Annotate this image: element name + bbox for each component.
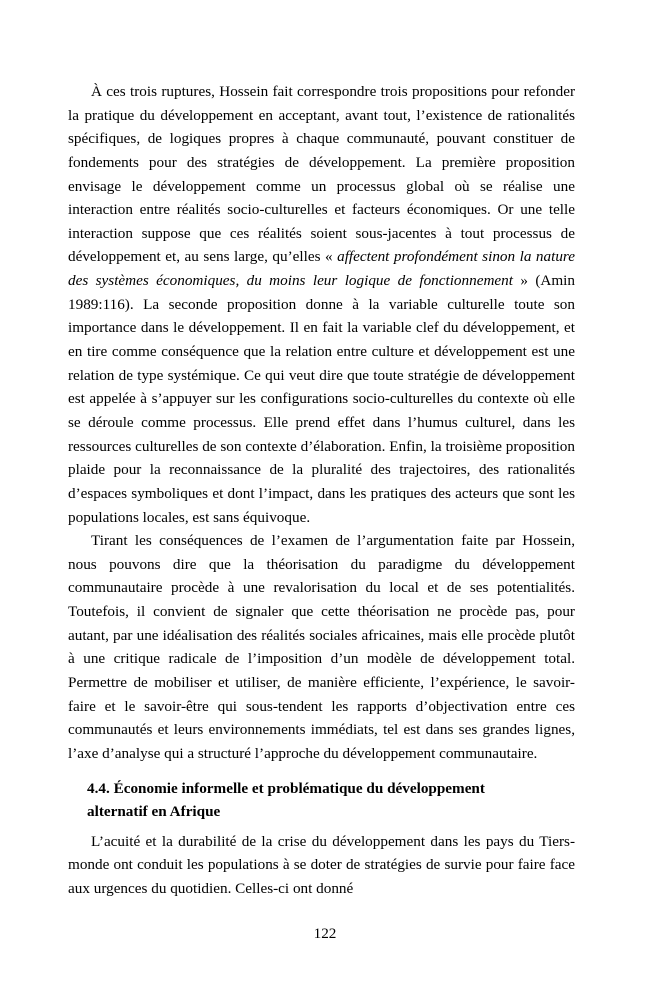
paragraph-1-run-2-italic-quote: affectent profondément sinon la nature des systèmes économiques, du moins leur logique de fonctionnement (68, 248, 575, 290)
paragraph-1-run-1: À ces trois ruptures, Hossein fait correspondre trois propositions pour refonder la pratique du développement en acceptant, avant tout, l’existence de rationalités spécifiques, de logiques propres à chaque communauté, pouvant constituer de fondements pour des stratégies de développement. La première proposition envisage le développement comme un processus global où se réalise une interaction entre réalités socio-culturelles et facteurs économiques. Or une telle interaction suppose que ces réalités soient sous-jacentes à tout processus de développement et, au sens large, qu’elles « (68, 83, 575, 266)
paragraph-1 (68, 80, 575, 529)
paragraph-2 (68, 529, 575, 765)
page-number: 122 (313, 925, 337, 942)
section-heading-4-4 (68, 777, 575, 824)
paragraph-3 (68, 830, 575, 901)
paragraph-2-run-1: Tirant les conséquences de l’examen de l’argumentation faite par Hossein, nous pouvons dire que la théorisation du paradigme du développement communautaire procède à une revalorisation du local et de ses potentialités. Toutefois, il convient de signaler que cette théorisation ne procède pas, pour autant, par une idéalisation des réalités sociales africaines, mais elle procède plutôt à une critique radicale de l’imposition d’un modèle de développement total. Permettre de mobiliser et utiliser, de manière efficiente, l’expérience, le savoir-faire et le savoir-être qui sous-tendent les rapports d’objectivation entre ces communautés et leurs environnements immédiats, tel est dans ses grandes lignes, l’axe d’analyse qui a structuré l’approche du développement communautaire. (68, 532, 575, 762)
section-heading-line-1: 4.4. Économie informelle et problématique du développement (87, 779, 485, 797)
paragraph-3-run-1: L’acuité et la durabilité de la crise du développement dans les pays du Tiers- monde ont conduit les populations à se doter de stratégies de survie pour faire face aux urgences du quotidien. Celles-ci ont donné (68, 832, 575, 897)
page-body (68, 80, 575, 901)
paragraph-1-run-3: » (Amin 1989:116). La seconde proposition donne à la variable culturelle toute son importance dans le développement. Il en fait la variable clef du développement, et en tire comme conséquence que la relation entre culture et développement est une relation de type systémique. Ce qui veut dire que toute stratégie de développement est appelée à s’appuyer sur les configurations socio-culturelles du contexte où elle se déroule comme processus. Elle prend effet dans l’humus culturel, dans les ressources culturelles de son contexte d’élaboration. Enfin, la troisième proposition plaide pour la reconnaissance de la pluralité des trajectoires, des rationalités d’espaces symboliques et dont l’impact, dans les pratiques des acteurs que sont les populations locales, est sans équivoque. (68, 272, 575, 526)
section-heading-line-2: alternatif en Afrique (87, 803, 221, 821)
